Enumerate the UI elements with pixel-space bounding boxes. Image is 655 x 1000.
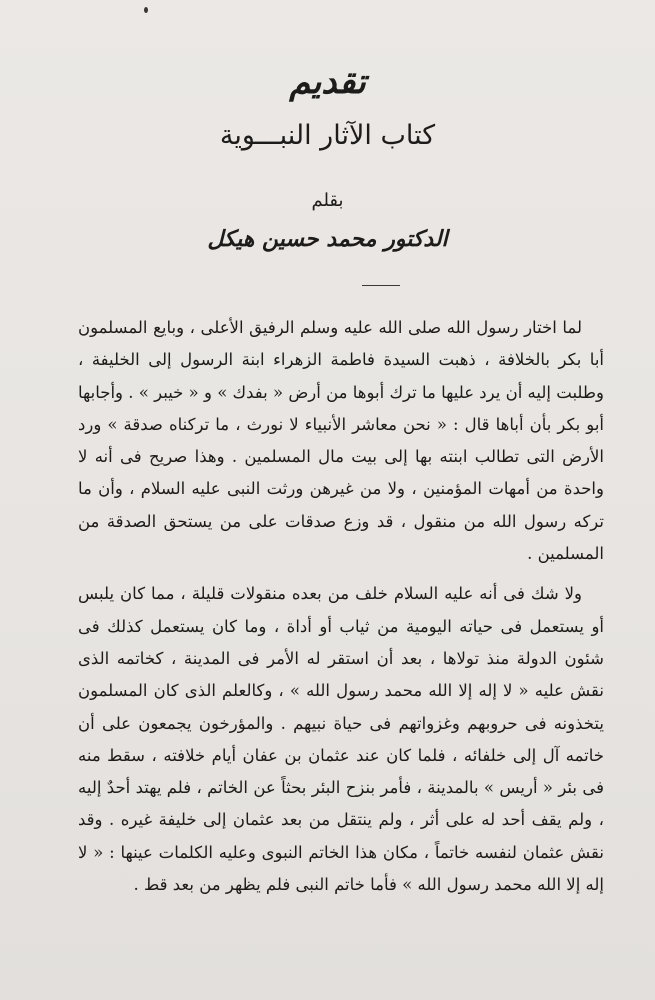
ink-speck — [144, 7, 148, 13]
paragraph-1: لما اختار رسول الله صلى الله عليه وسلم الرفيق الأعلى ، وبايع المسلمون أبا بكر بالخلافة ، ذهبت السيدة فاطمة الزهراء ابنة الرسول إلى الخليفة ، وطلبت إليه أن يرد عليها ما ترك أبوها من أرض « بفدك » و « خيبر » . وأجابها أبو بكر بأن أباها قال : « نحن معاشر الأنبياء لا نورث ، ما تركناه صدقة » ورد الأرض التى تطالب ابنته بها إلى بيت مال المسلمين . وهذا صريح فى أنه لا واحدة من أمهات المؤمنين ، ولا من غيرهن ورثت النبى عليه السلام ، وأن ما تركه رسول الله من منقول ، قد وزع صدقات على من يستحق الصدقة من المسلمين . — [78, 318, 604, 564]
page-title: تقديم — [289, 62, 366, 102]
paragraph-2: ولا شك فى أنه عليه السلام خلف من بعده منقولات قليلة ، مما كان يلبس أو يستعمل فى حياته اليومية من ثياب أو أداة ، وما كان يستعمل كذلك فى شئون الدولة منذ تولاها ، بعد أن استقر له الأمر فى المدينة ، كخاتمه الذى نقش عليه « لا إله إلا الله محمد رسول الله » ، وكالعلم الذى كان المسلمون يتخذونه فى حروبهم وغزواتهم فى حياة نبيهم . والمؤرخون يجمعون على أن خاتمه آل إلى خلفائه ، فلما كان عند عثمان بن عفان أيام خلافته ، سقط منه فى بئر « أريس » بالمدينة ، فأمر بنزح البئر بحثاً عن الخاتم ، فلم يهتد أحدٌ إليه ، ولم يقف أحد له على أثر ، ولم ينتقل من بعد عثمان إلى خليفة غيره . وقد نقش عثمان لنفسه خاتماً ، مكان هذا الخاتم النبوى وعليه الكلمات عينها : « لا إله إلا الله محمد رسول الله » فأما خاتم النبى فلم يظهر من بعد قط . — [78, 584, 604, 895]
by-label: بقلم — [311, 190, 344, 211]
section-divider — [362, 285, 400, 286]
body-text — [78, 312, 604, 901]
author-name: الدكتور محمد حسين هيكل — [207, 226, 448, 252]
book-subtitle: كتاب الآثار النبـــوية — [219, 120, 436, 151]
